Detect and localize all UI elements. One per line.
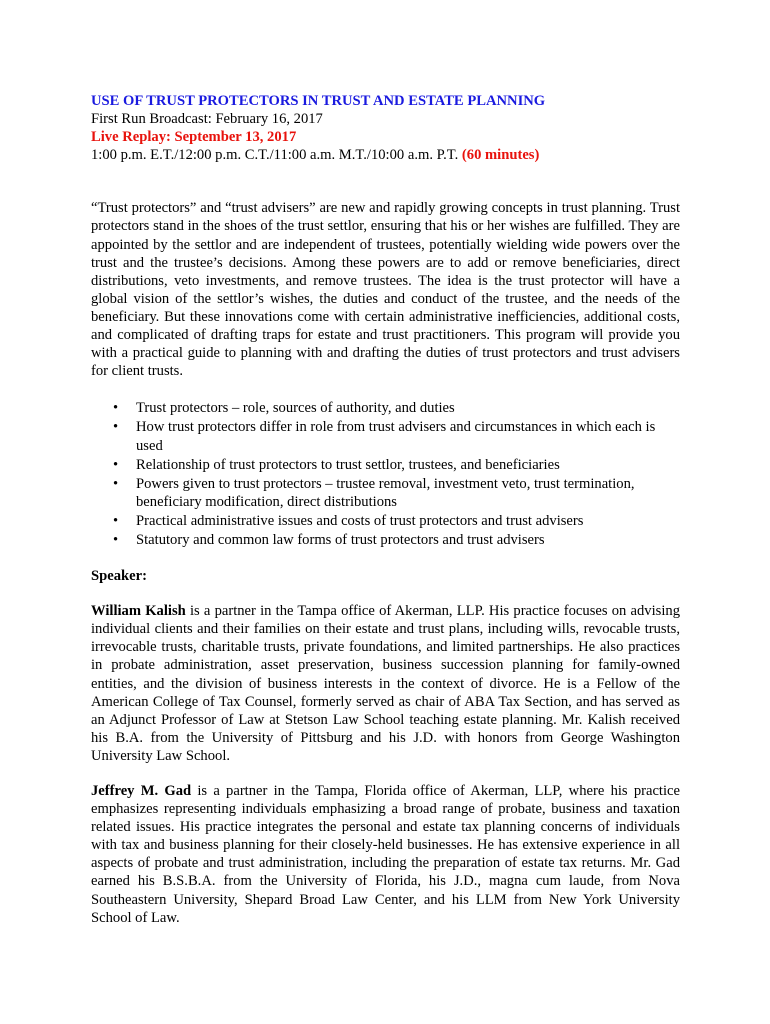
speaker-name: Jeffrey M. Gad xyxy=(91,783,192,799)
first-run-broadcast: First Run Broadcast: February 16, 2017 xyxy=(91,111,323,128)
bullet-icon: • xyxy=(113,419,119,436)
speaker-bio xyxy=(91,602,680,765)
topic-text: Relationship of trust protectors to trust settlor, trustees, and beneficiaries xyxy=(136,456,560,473)
speaker-bio-text: is a partner in the Tampa, Florida office of Akerman, LLP, where his practice emphasizes representing individuals emphasizing a broad range of probate, business and taxation related issues. His practice integrates the personal and estate tax planning concerns of individuals with tax and business planning for their closely-held businesses. He has extensive experience in all aspects of probate and trust administration, including the preparation of estate tax returns. Mr. Gad earned his B.S.B.A. from the University of Florida, his J.D., magna cum laude, from Nova Southeastern University, Shepard Broad Law Center, and his LLM from New York University School of Law. xyxy=(91,783,681,926)
program-title: USE OF TRUST PROTECTORS IN TRUST AND ESTATE PLANNING xyxy=(91,93,546,109)
list-item xyxy=(91,475,680,511)
broadcast-times: 1:00 p.m. E.T./12:00 p.m. C.T./11:00 a.m. M.T./10:00 a.m. P.T. xyxy=(91,147,459,164)
bullet-icon: • xyxy=(113,531,119,548)
program-duration: (60 minutes) xyxy=(461,147,540,164)
list-item xyxy=(91,512,680,530)
topic-text: Powers given to trust protectors – trustee removal, investment veto, trust termination, beneficiary modification, direct distributions xyxy=(136,475,635,510)
speaker-name: William Kalish xyxy=(91,603,186,620)
bullet-icon: • xyxy=(113,456,119,473)
topic-text: Trust protectors – role, sources of authority, and duties xyxy=(136,400,455,417)
program-header xyxy=(91,92,680,164)
speaker-bio xyxy=(91,782,680,927)
live-replay-date: Live Replay: September 13, 2017 xyxy=(91,129,297,146)
bullet-icon: • xyxy=(113,512,119,529)
list-item xyxy=(91,456,680,474)
speaker-bio-text: is a partner in the Tampa office of Akerman, LLP. His practice focuses on advising individual clients and their families on their estate and trust plans, including wills, revocable trusts, irrevocable trusts, charitable trusts, private foundations, and limited partnerships. He also practices in probate administration, asset preservation, business succession planning for family-owned entities, and the division of business interests in the context of divorce. He is a Fellow of the American College of Tax Counsel, formerly served as chair of ABA Tax Section, and has served as an Adjunct Professor of Law at Stetson Law School teaching estate planning. Mr. Kalish received his B.A. from the University of Pittsburg and his J.D. with honors from George Washington University Law School. xyxy=(91,603,680,764)
program-description: “Trust protectors” and “trust advisers” are new and rapidly growing concepts in trust planning. Trust protectors stand in the shoes of the trust settlor, ensuring that his or her wishes are fulfilled. They are appointed by the settlor and are independent of trustees, potentially wielding wide powers over the trust and the trustee’s decisions. Among these powers are to add or remove beneficiaries, direct distributions, veto investments, and remove trustees. The idea is the trust protector will have a global vision of the settlor’s wishes, the duties and conduct of the trustee, and the needs of the beneficiary. But these innovations come with certain administrative inefficiencies, additional costs, and complicated of drafting traps for estate and trust practitioners. This program will provide you with a practical guide to planning with and drafting the duties of trust protectors and trust advisers for client trusts. xyxy=(91,200,680,380)
list-item xyxy=(91,418,680,454)
topic-text: Practical administrative issues and costs of trust protectors and trust advisers xyxy=(136,512,584,529)
bullet-icon: • xyxy=(113,475,119,492)
broadcast-time-line xyxy=(91,146,680,164)
bullet-icon: • xyxy=(113,400,119,417)
topics-list xyxy=(91,399,680,549)
document-page xyxy=(91,92,680,927)
topic-text: Statutory and common law forms of trust protectors and trust advisers xyxy=(136,531,545,548)
list-item xyxy=(91,399,680,417)
speaker-heading: Speaker: xyxy=(91,568,147,585)
list-item xyxy=(91,531,680,549)
topic-text: How trust protectors differ in role from trust advisers and circumstances in which each is used xyxy=(136,419,656,454)
